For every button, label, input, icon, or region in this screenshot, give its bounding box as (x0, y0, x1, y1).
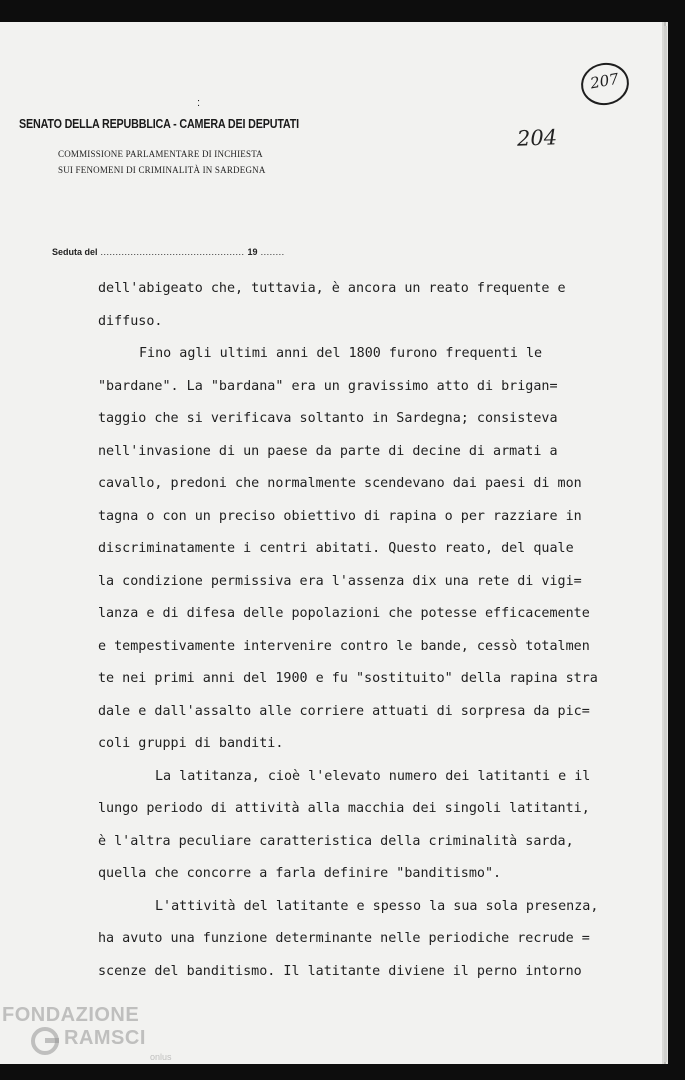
body-line: "bardane". La "bardana" era un gravissimo atto di brigan= (98, 378, 558, 394)
body-line: la condizione permissiva era l'assenza dix una rete di vigi= (98, 573, 582, 589)
body-line: te nei primi anni del 1900 e fu "sostituito" della rapina stra (98, 671, 598, 686)
body-line: discriminatamente i centri abitati. Questo reato, del quale (98, 541, 574, 556)
body-line: Fino agli ultimi anni del 1800 furono frequenti le (139, 346, 543, 361)
watermark-g-logo-icon (30, 1026, 60, 1056)
watermark-line3: onlus (150, 1052, 172, 1062)
seduta-line (52, 247, 285, 257)
seduta-label: Seduta del (52, 247, 98, 257)
body-line: cavallo, predoni che normalmente scendevano dai paesi di mon (98, 476, 582, 491)
seduta-fill: ................................................ (97, 247, 248, 257)
body-line: nell'invasione di un paese da parte di decine di armati a (98, 443, 558, 459)
watermark-line1: FONDAZIONE (2, 1004, 140, 1026)
body-line: quella che concorre a farla definire "banditismo". (98, 866, 502, 881)
body-line: dell'abigeato che, tuttavia, è ancora un reato frequente e (98, 281, 566, 296)
body-line: coli gruppi di banditi. (98, 736, 284, 751)
body-line: lungo periodo di attività alla macchia dei singoli latitanti, (98, 801, 590, 816)
seduta-year-prefix: 19 (247, 247, 258, 257)
header-mark: : (197, 97, 201, 109)
body-line: dale e dall'assalto alle corriere attuati di sorpresa da pic= (98, 703, 590, 719)
body-line: e tempestivamente intervenire contro le bande, cessò totalmen (98, 638, 590, 654)
header-title: SENATO DELLA REPUBBLICA - CAMERA DEI DEPUTATI (19, 117, 299, 131)
body-line: La latitanza, cioè l'elevato numero dei latitanti e il (155, 768, 591, 784)
header-subtitle-line1: COMMISSIONE PARLAMENTARE DI INCHIESTA (58, 149, 263, 159)
body-line: L'attività del latitante e spesso la sua sola presenza, (155, 898, 599, 914)
body-line: è l'altra peculiare caratteristica della criminalità sarda, (98, 833, 574, 849)
watermark-line2: RAMSCI (64, 1027, 146, 1049)
body-line: diffuso. (98, 313, 163, 329)
seduta-year-fill: ........ (257, 247, 285, 257)
document-body (98, 281, 618, 996)
stamp-number: 207 (588, 69, 621, 93)
body-line: taggio che si verificava soltanto in Sardegna; consisteva (98, 411, 558, 426)
handwritten-page-number: 204 (516, 125, 558, 151)
fondazione-gramsci-watermark (2, 1004, 182, 1074)
body-line: tagna o con un preciso obiettivo di rapina o per razziare in (98, 508, 582, 524)
page-edge (664, 26, 667, 1062)
body-line: ha avuto una funzione determinante nelle periodiche recrude = (98, 931, 590, 946)
header-subtitle-line2: SUI FENOMENI DI CRIMINALITÀ IN SARDEGNA (58, 165, 266, 175)
body-line: lanza e di difesa delle popolazioni che potesse efficacemente (98, 606, 590, 621)
body-line: scenze del banditismo. Il latitante diviene il perno intorno (98, 963, 582, 979)
